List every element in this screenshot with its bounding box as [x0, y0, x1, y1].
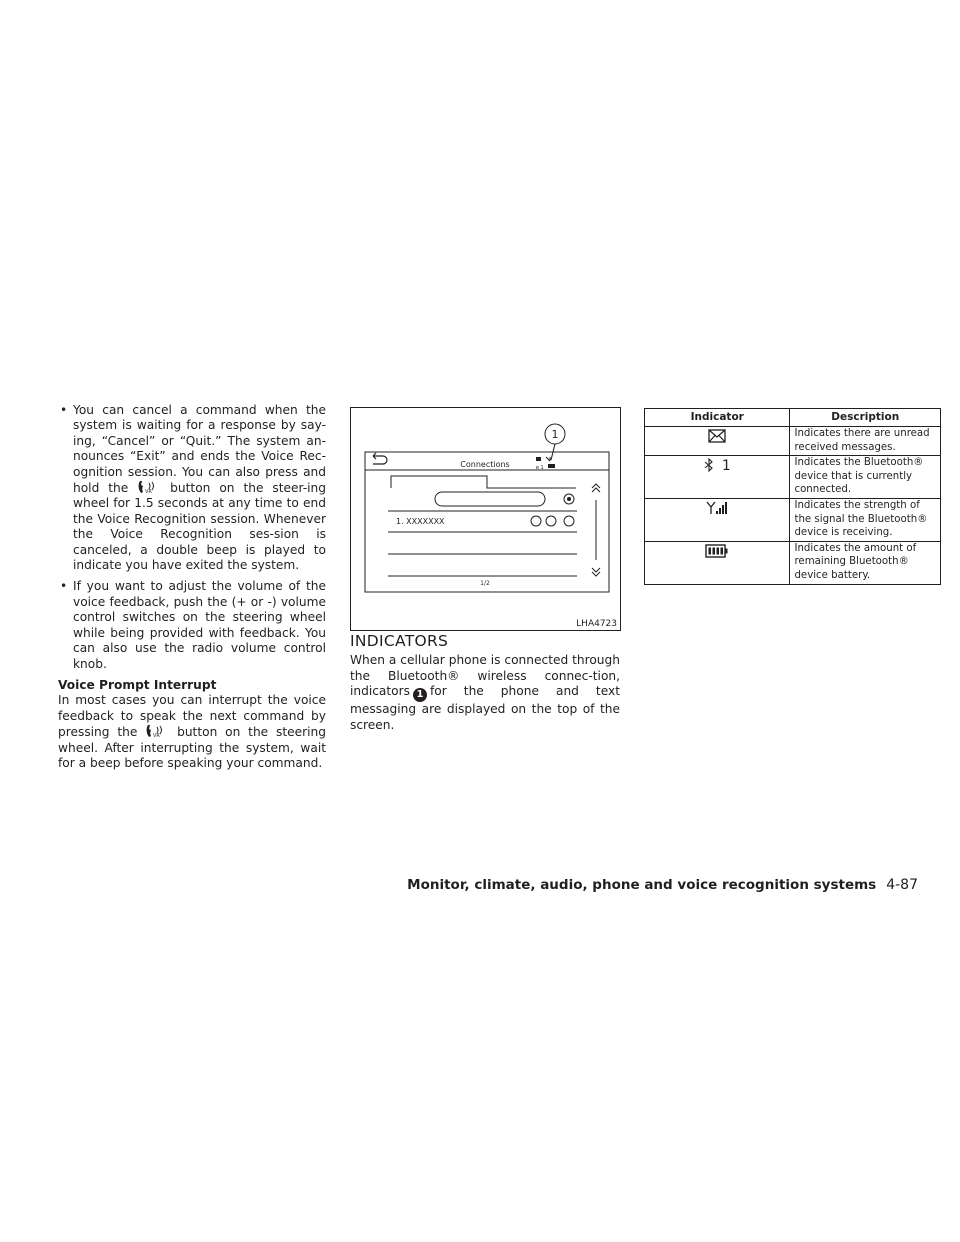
- table-row: [645, 498, 941, 541]
- indicator-cell: [645, 456, 790, 499]
- phone-voice-icon: [145, 724, 169, 738]
- interrupt-paragraph: [58, 693, 326, 771]
- connections-screen-figure: [350, 407, 621, 631]
- bullet-dot: •: [60, 403, 68, 417]
- indicator-cell: [645, 541, 790, 584]
- indicator-table: [644, 408, 941, 585]
- indicators-paragraph: [350, 653, 620, 733]
- device-list-item: 1. XXXXXXX: [396, 517, 445, 526]
- callout-number: 1: [551, 428, 559, 441]
- indicator-cell: [645, 498, 790, 541]
- bullet-cancel-text: You can cancel a command when the system is waiting for a response by say-ing, “Cancel” or “Quit.” The system an-nounces “Exit” and ends the Voice Rec-ognition session. You can also press and hold the: [73, 403, 326, 496]
- bullet-cancel-tail: button on the steer-ing wheel for 1.5 seconds at any time to end the Voice Recognition session. Whenever the Voice Recognition ses-sion is canceled, a double beep is played to indicate you have exited the system.: [73, 481, 327, 573]
- indicators-text-b: for the phone and text messaging are displayed on the top of the screen.: [350, 684, 620, 732]
- page-footer: [407, 877, 918, 893]
- indicator-cell: [645, 427, 790, 456]
- signal-status-icon: [546, 457, 550, 461]
- svg-text:VR: VR: [153, 733, 161, 739]
- table-row: [645, 541, 941, 584]
- envelope-status-icon: [536, 457, 541, 461]
- description-cell: Indicates the strength of the signal the Bluetooth® device is receiving.: [790, 498, 941, 541]
- table-row: [645, 427, 941, 456]
- page-indicator: 1/2: [480, 580, 490, 587]
- info-icon: [564, 516, 574, 526]
- left-column: [58, 403, 326, 771]
- envelope-icon: [708, 429, 726, 443]
- bullet-cancel-command: [58, 403, 326, 573]
- header-description: Description: [790, 409, 941, 427]
- description-cell: Indicates the amount of remaining Bluetooth® device battery.: [790, 541, 941, 584]
- description-cell: Indicates there are unread received messages.: [790, 427, 941, 456]
- battery-status-icon: [548, 464, 555, 468]
- phone-voice-icon: [137, 480, 161, 494]
- phone-profile-icon: [531, 516, 541, 526]
- callout-badge: 1: [413, 688, 427, 702]
- middle-column: [350, 634, 620, 733]
- scroll-down-icon: [592, 568, 600, 576]
- interrupt-tail: button on the steering wheel. After interrupting the system, wait for a beep before speaking your command.: [58, 725, 327, 770]
- description-cell: Indicates the Bluetooth® device that is currently connected.: [790, 456, 941, 499]
- subhead-voice-prompt-interrupt: Voice Prompt Interrupt: [58, 677, 217, 692]
- bullet-dot: •: [60, 579, 68, 594]
- scroll-up-icon: [592, 484, 600, 492]
- tab-outline: [391, 476, 576, 488]
- table-header-row: [645, 409, 941, 427]
- bullet-volume-text: If you want to adjust the volume of the voice feedback, push the (+ or -) volume control switches on the steering wheel while being provided with feedback. You can also use the radio volume control knob.: [73, 579, 326, 671]
- footer-section-title: Monitor, climate, audio, phone and voice recognition systems: [407, 877, 877, 893]
- screen-title: Connections: [460, 460, 510, 469]
- interrupt-text: In most cases you can interrupt the voice feedback to speak the next command by pressing the: [58, 693, 326, 740]
- page-number: 4-87: [886, 877, 918, 893]
- bluetooth-device-number: 1: [721, 458, 731, 475]
- signal-strength-icon: [706, 501, 728, 515]
- search-pill: [435, 492, 545, 506]
- bluetooth-icon: [704, 458, 714, 472]
- battery-icon: [705, 544, 729, 558]
- audio-profile-icon: [546, 516, 556, 526]
- bt-status-icon: ʙ 1: [536, 465, 544, 471]
- figure-label: LHA4723: [576, 619, 617, 629]
- svg-text:VR: VR: [145, 489, 153, 495]
- indicators-text-a: When a cellular phone is connected through the Bluetooth® wireless connec-tion, indicators: [350, 653, 620, 699]
- back-icon: [373, 453, 387, 464]
- table-row: [645, 456, 941, 499]
- section-title: INDICATORS: [350, 632, 449, 650]
- screen-illustration: [351, 408, 620, 630]
- bullet-adjust-volume: [58, 579, 326, 671]
- header-indicator: Indicator: [645, 409, 790, 427]
